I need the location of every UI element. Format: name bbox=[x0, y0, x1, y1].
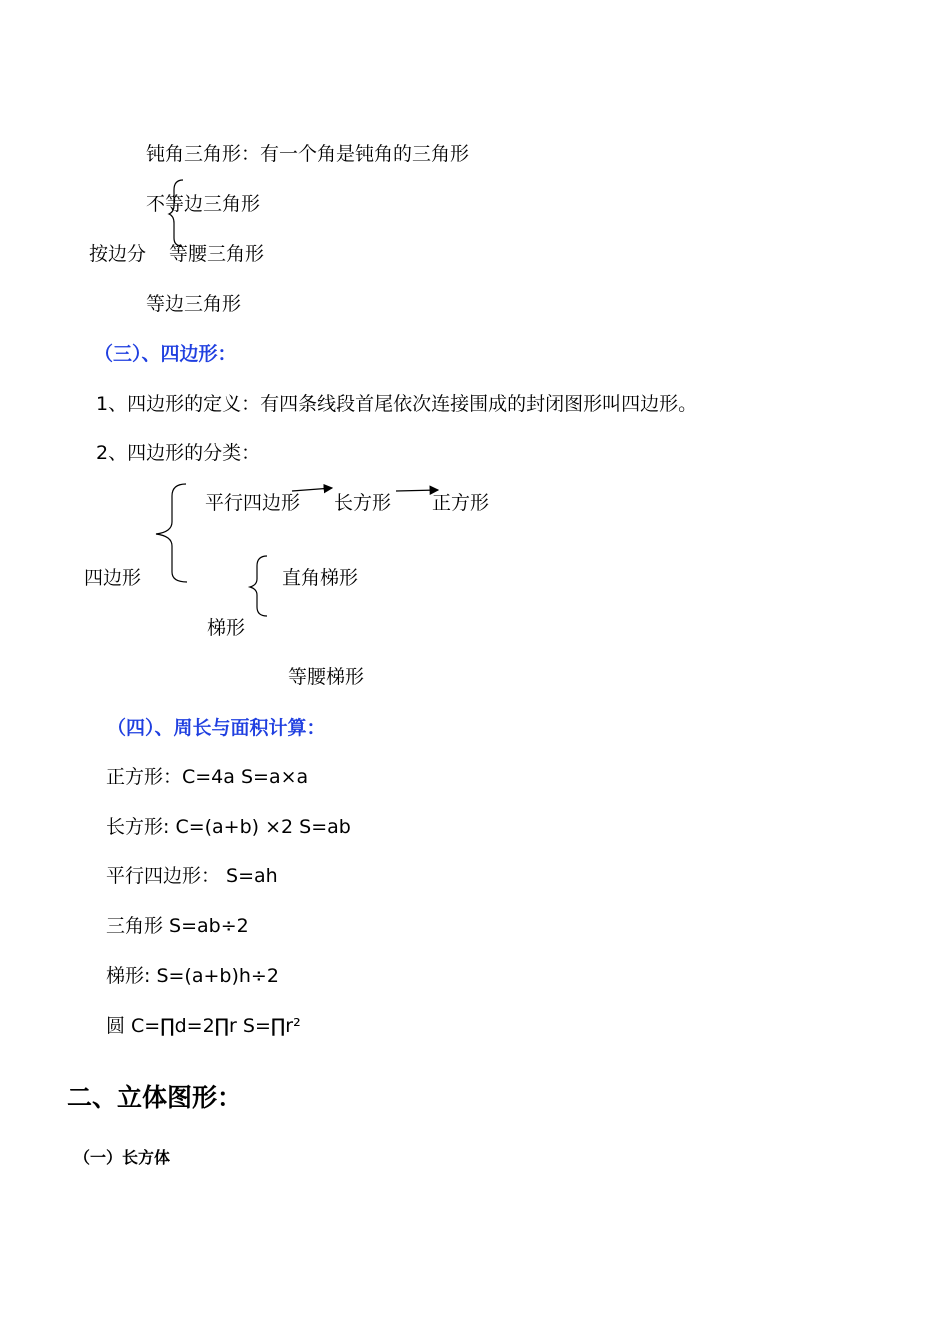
section3-heading: （三）、四边形： bbox=[94, 343, 237, 365]
isosceles-triangle: 等腰三角形 bbox=[169, 243, 265, 265]
part2-heading: 二、立体图形： bbox=[67, 1083, 243, 1112]
trapezoid-brace bbox=[250, 556, 267, 616]
tree-square: 正方形 bbox=[432, 492, 490, 514]
obtuse-triangle-definition: 钝角三角形：有一个角是钝角的三角形 bbox=[146, 143, 470, 165]
tree-root-quadrilateral: 四边形 bbox=[84, 567, 142, 589]
scalene-triangle: 不等边三角形 bbox=[146, 193, 261, 215]
quadrilateral-classification-title: 2、四边形的分类： bbox=[96, 442, 261, 464]
cuboid-subheading: （一）长方体 bbox=[74, 1148, 171, 1167]
equilateral-triangle: 等边三角形 bbox=[146, 293, 242, 315]
formula-circle: 圆 C=∏d=2∏r S=∏r² bbox=[106, 1015, 301, 1037]
tree-trapezoid: 梯形 bbox=[207, 617, 246, 639]
section4-heading: （四）、周长与面积计算： bbox=[107, 717, 326, 739]
formula-triangle: 三角形 S=ab÷2 bbox=[106, 915, 249, 937]
formula-rectangle: 长方形: C=(a+b) ×2 S=ab bbox=[106, 816, 351, 838]
tree-parallelogram: 平行四边形 bbox=[205, 492, 301, 514]
formula-parallelogram: 平行四边形： S=ah bbox=[106, 865, 278, 887]
tree-right-trapezoid: 直角梯形 bbox=[282, 567, 359, 589]
formula-trapezoid: 梯形: S=(a+b)h÷2 bbox=[106, 965, 279, 987]
formula-square: 正方形：C=4a S=a×a bbox=[106, 766, 309, 788]
quadrilateral-brace bbox=[156, 484, 187, 582]
by-side-label: 按边分 bbox=[89, 243, 147, 265]
quadrilateral-definition: 1、四边形的定义：有四条线段首尾依次连接围成的封闭图形叫四边形。 bbox=[96, 393, 698, 415]
tree-isosceles-trapezoid: 等腰梯形 bbox=[288, 666, 365, 688]
tree-rectangle: 长方形 bbox=[334, 492, 392, 514]
